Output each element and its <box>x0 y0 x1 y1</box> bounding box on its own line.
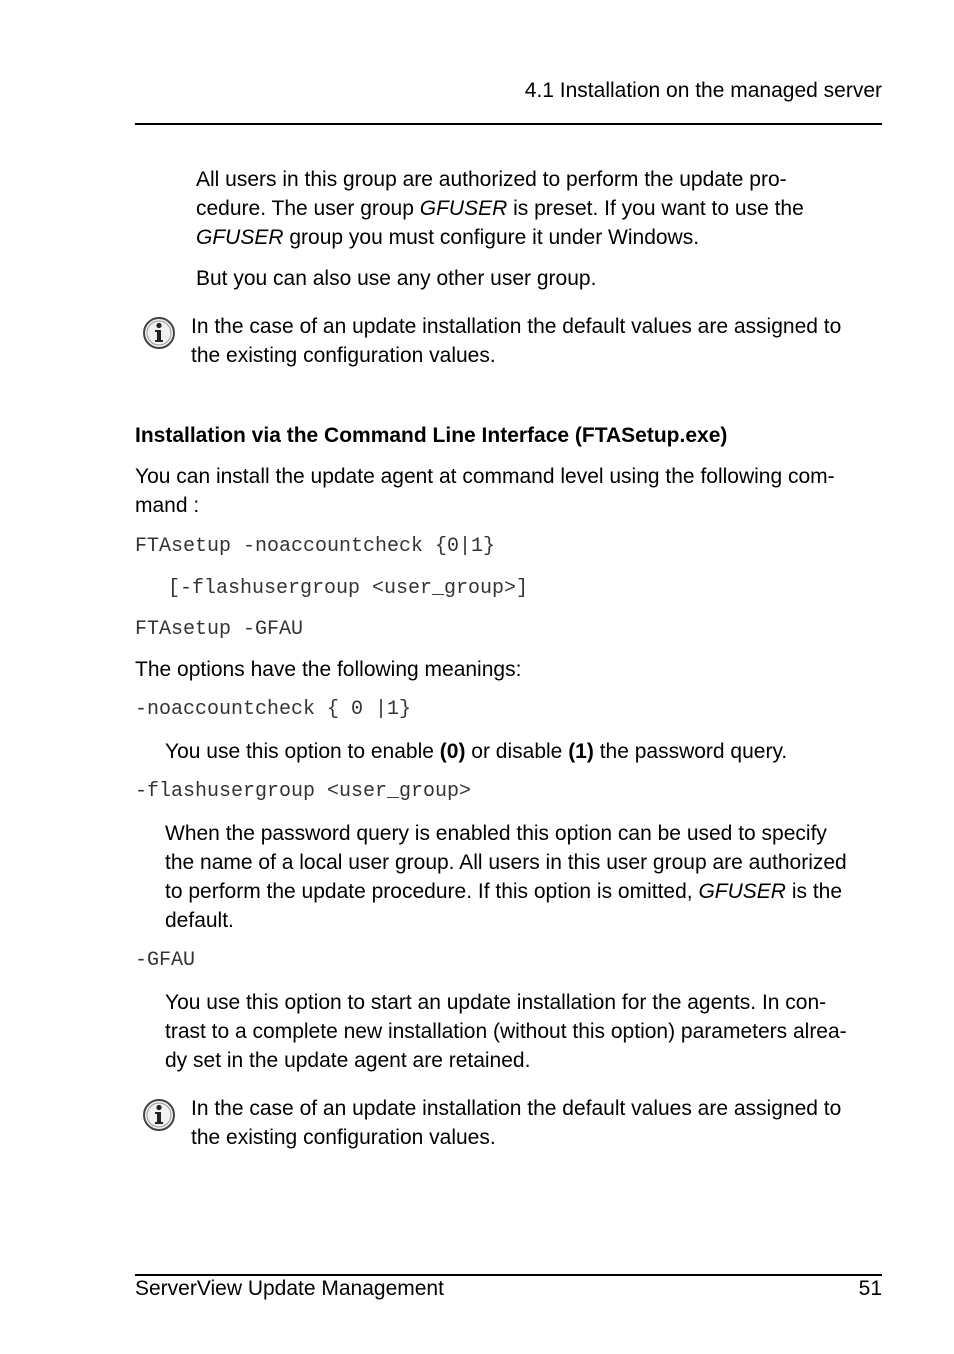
info-icon <box>142 1098 176 1138</box>
command-1-continuation: [-flashusergroup <user_group>] <box>168 577 529 600</box>
section-intro <box>135 462 835 520</box>
footer-doc-title: ServerView Update Management <box>135 1277 444 1300</box>
note-1 <box>191 312 841 370</box>
page-number: 51 <box>858 1277 882 1300</box>
intro-line-1: All users in this group are authorized to perform the update pro- <box>196 168 787 191</box>
note-1-line-1: In the case of an update installation the default values are assigned to <box>191 315 842 338</box>
intro-paragraph <box>196 165 804 252</box>
flashusergroup-line-1: When the password query is enabled this option can be used to specify <box>165 822 827 845</box>
command-1: FTAsetup -noaccountcheck {0|1} <box>135 535 496 558</box>
flashusergroup-line-4: default. <box>165 909 234 932</box>
section-intro-line-1: You can install the update agent at command level using the following com- <box>135 465 835 488</box>
note-1-line-2: the existing configuration values. <box>191 344 496 367</box>
option-noaccountcheck-name: -noaccountcheck { 0 |1} <box>135 698 412 721</box>
options-intro: The options have the following meanings: <box>135 658 522 681</box>
command-2: FTAsetup -GFAU <box>135 618 304 641</box>
section-heading: Installation via the Command Line Interface (FTASetup.exe) <box>135 424 728 447</box>
section-intro-line-2: mand : <box>135 494 200 517</box>
option-flashusergroup-desc <box>165 819 847 935</box>
option-noaccountcheck-desc: You use this option to enable (0) or disable (1) the password query. <box>165 740 788 763</box>
gfau-line-2: trast to a complete new installation (without this option) parameters alrea- <box>165 1020 847 1043</box>
intro-line-4: But you can also use any other user group. <box>196 267 597 290</box>
gfau-line-1: You use this option to start an update installation for the agents. In con- <box>165 991 827 1014</box>
info-icon <box>142 316 176 356</box>
option-gfau-name: -GFAU <box>135 949 196 972</box>
option-flashusergroup-name: -flashusergroup <user_group> <box>135 780 472 803</box>
note-2-line-1: In the case of an update installation the default values are assigned to <box>191 1097 842 1120</box>
running-header: 4.1 Installation on the managed server <box>524 79 882 102</box>
header-rule <box>135 123 882 125</box>
note-2-line-2: the existing configuration values. <box>191 1126 496 1149</box>
flashusergroup-line-3: to perform the update procedure. If this option is omitted, GFUSER is the <box>165 880 843 903</box>
gfau-line-3: dy set in the update agent are retained. <box>165 1049 531 1072</box>
note-2 <box>191 1094 841 1152</box>
option-gfau-desc <box>165 988 847 1075</box>
intro-line-2: cedure. The user group GFUSER is preset. If you want to use the <box>196 197 804 220</box>
footer-rule <box>135 1274 882 1276</box>
intro-line-3: GFUSER group you must configure it under Windows. <box>196 226 700 249</box>
flashusergroup-line-2: the name of a local user group. All users in this user group are authorized <box>165 851 847 874</box>
